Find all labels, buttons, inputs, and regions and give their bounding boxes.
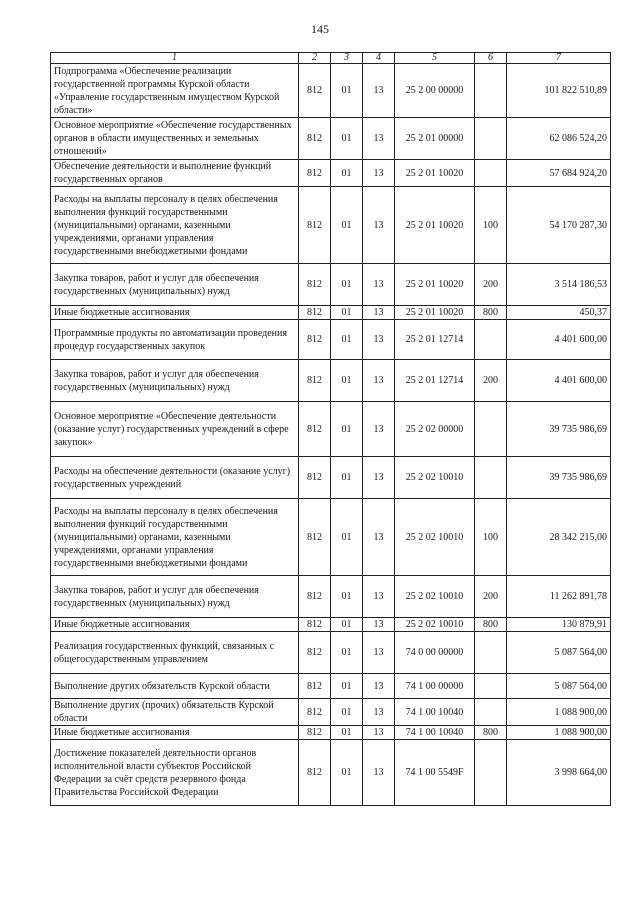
cell-admin-code: 812 xyxy=(299,64,331,118)
table-row xyxy=(51,740,611,806)
cell-name: Расходы на выплаты персоналу в целях обеспечения выполнения функций государственными (муниципальными) органами, казенными учреждениями, органами управления государственными внебюджетными фондами xyxy=(51,499,299,576)
cell-name: Закупка товаров, работ и услуг для обеспечения государственных (муниципальных) нужд xyxy=(51,264,299,306)
table-row xyxy=(51,618,611,632)
cell-subsection: 13 xyxy=(363,699,395,726)
cell-amount: 28 342 215,00 xyxy=(507,499,611,576)
header-col-4: 4 xyxy=(363,53,395,64)
cell-expense-type xyxy=(475,674,507,699)
cell-target-article: 74 1 00 5549F xyxy=(395,740,475,806)
cell-target-article: 25 2 01 10020 xyxy=(395,187,475,264)
cell-section: 01 xyxy=(331,618,363,632)
table-row xyxy=(51,726,611,740)
cell-expense-type xyxy=(475,402,507,457)
cell-amount: 5 087 564,00 xyxy=(507,674,611,699)
cell-admin-code: 812 xyxy=(299,457,331,499)
table-row xyxy=(51,674,611,699)
cell-expense-type: 100 xyxy=(475,499,507,576)
cell-name: Закупка товаров, работ и услуг для обеспечения государственных (муниципальных) нужд xyxy=(51,360,299,402)
cell-expense-type xyxy=(475,632,507,674)
cell-admin-code: 812 xyxy=(299,576,331,618)
cell-admin-code: 812 xyxy=(299,306,331,320)
table-row xyxy=(51,160,611,187)
cell-subsection: 13 xyxy=(363,740,395,806)
cell-target-article: 25 2 02 10010 xyxy=(395,457,475,499)
cell-subsection: 13 xyxy=(363,264,395,306)
cell-admin-code: 812 xyxy=(299,320,331,360)
cell-name: Реализация государственных функций, связанных с общегосударственным управлением xyxy=(51,632,299,674)
table-row xyxy=(51,457,611,499)
cell-section: 01 xyxy=(331,306,363,320)
cell-subsection: 13 xyxy=(363,674,395,699)
cell-subsection: 13 xyxy=(363,632,395,674)
cell-name: Расходы на обеспечение деятельности (оказание услуг) государственных учреждений xyxy=(51,457,299,499)
cell-admin-code: 812 xyxy=(299,264,331,306)
table-row xyxy=(51,699,611,726)
cell-section: 01 xyxy=(331,360,363,402)
table-row xyxy=(51,264,611,306)
cell-amount: 450,37 xyxy=(507,306,611,320)
cell-name: Закупка товаров, работ и услуг для обеспечения государственных (муниципальных) нужд xyxy=(51,576,299,618)
cell-target-article: 25 2 00 00000 xyxy=(395,64,475,118)
cell-target-article: 74 0 00 00000 xyxy=(395,632,475,674)
cell-subsection: 13 xyxy=(363,457,395,499)
cell-subsection: 13 xyxy=(363,499,395,576)
cell-name: Иные бюджетные ассигнования xyxy=(51,306,299,320)
cell-amount: 1 088 900,00 xyxy=(507,726,611,740)
cell-name: Выполнение других обязательств Курской области xyxy=(51,674,299,699)
table-row xyxy=(51,118,611,160)
cell-target-article: 25 2 02 10010 xyxy=(395,499,475,576)
budget-table xyxy=(50,52,611,806)
cell-amount: 39 735 986,69 xyxy=(507,457,611,499)
cell-target-article: 74 1 00 10040 xyxy=(395,699,475,726)
cell-section: 01 xyxy=(331,457,363,499)
cell-expense-type xyxy=(475,740,507,806)
cell-target-article: 25 2 01 10020 xyxy=(395,306,475,320)
cell-admin-code: 812 xyxy=(299,674,331,699)
cell-subsection: 13 xyxy=(363,360,395,402)
cell-name: Подпрограмма «Обеспечение реализации государственной программы Курской области «Управление государственным имуществом Курской области» xyxy=(51,64,299,118)
cell-amount: 4 401 600,00 xyxy=(507,360,611,402)
cell-amount: 39 735 986,69 xyxy=(507,402,611,457)
cell-subsection: 13 xyxy=(363,618,395,632)
cell-expense-type xyxy=(475,320,507,360)
header-col-6: 6 xyxy=(475,53,507,64)
cell-admin-code: 812 xyxy=(299,118,331,160)
table-row xyxy=(51,499,611,576)
cell-target-article: 25 2 01 10020 xyxy=(395,160,475,187)
cell-name: Обеспечение деятельности и выполнение функций государственных органов xyxy=(51,160,299,187)
cell-amount: 5 087 564,00 xyxy=(507,632,611,674)
cell-admin-code: 812 xyxy=(299,402,331,457)
cell-expense-type xyxy=(475,160,507,187)
cell-section: 01 xyxy=(331,187,363,264)
table-row xyxy=(51,360,611,402)
table-row xyxy=(51,64,611,118)
cell-admin-code: 812 xyxy=(299,187,331,264)
cell-name: Расходы на выплаты персоналу в целях обеспечения выполнения функций государственными (муниципальными) органами, казенными учреждениями, органами управления государственными внебюджетными фондами xyxy=(51,187,299,264)
cell-admin-code: 812 xyxy=(299,699,331,726)
cell-name: Основное мероприятие «Обеспечение деятельности (оказание услуг) государственных учреждений в сфере закупок» xyxy=(51,402,299,457)
cell-subsection: 13 xyxy=(363,118,395,160)
cell-admin-code: 812 xyxy=(299,499,331,576)
cell-target-article: 25 2 01 00000 xyxy=(395,118,475,160)
cell-target-article: 74 1 00 00000 xyxy=(395,674,475,699)
cell-amount: 57 684 924,20 xyxy=(507,160,611,187)
cell-amount: 3 998 664,00 xyxy=(507,740,611,806)
header-col-1: 1 xyxy=(51,53,299,64)
table-header-row xyxy=(51,53,611,64)
cell-amount: 54 170 287,30 xyxy=(507,187,611,264)
cell-section: 01 xyxy=(331,64,363,118)
cell-expense-type: 200 xyxy=(475,360,507,402)
cell-target-article: 25 2 02 00000 xyxy=(395,402,475,457)
cell-section: 01 xyxy=(331,402,363,457)
cell-section: 01 xyxy=(331,118,363,160)
cell-target-article: 25 2 02 10010 xyxy=(395,618,475,632)
cell-name: Выполнение других (прочих) обязательств Курской области xyxy=(51,699,299,726)
page-number: 145 xyxy=(311,22,329,36)
cell-name: Иные бюджетные ассигнования xyxy=(51,618,299,632)
cell-section: 01 xyxy=(331,699,363,726)
cell-subsection: 13 xyxy=(363,402,395,457)
cell-section: 01 xyxy=(331,499,363,576)
cell-subsection: 13 xyxy=(363,576,395,618)
cell-target-article: 25 2 01 12714 xyxy=(395,360,475,402)
table-row xyxy=(51,320,611,360)
header-col-3: 3 xyxy=(331,53,363,64)
cell-amount: 1 088 900,00 xyxy=(507,699,611,726)
table-row xyxy=(51,187,611,264)
cell-subsection: 13 xyxy=(363,64,395,118)
cell-subsection: 13 xyxy=(363,306,395,320)
cell-admin-code: 812 xyxy=(299,632,331,674)
cell-name: Иные бюджетные ассигнования xyxy=(51,726,299,740)
cell-expense-type: 800 xyxy=(475,306,507,320)
cell-section: 01 xyxy=(331,320,363,360)
cell-expense-type xyxy=(475,64,507,118)
cell-subsection: 13 xyxy=(363,187,395,264)
cell-admin-code: 812 xyxy=(299,740,331,806)
cell-subsection: 13 xyxy=(363,726,395,740)
cell-name: Достижение показателей деятельности органов исполнительной власти субъектов Российской Федерации за счёт средств резервного фонда Правительства Российской Федерации xyxy=(51,740,299,806)
cell-section: 01 xyxy=(331,726,363,740)
cell-subsection: 13 xyxy=(363,320,395,360)
cell-amount: 101 822 510,89 xyxy=(507,64,611,118)
cell-expense-type xyxy=(475,457,507,499)
cell-expense-type: 200 xyxy=(475,264,507,306)
cell-amount: 130 879,91 xyxy=(507,618,611,632)
cell-subsection: 13 xyxy=(363,160,395,187)
cell-expense-type xyxy=(475,699,507,726)
cell-amount: 4 401 600,00 xyxy=(507,320,611,360)
cell-target-article: 25 2 02 10010 xyxy=(395,576,475,618)
cell-section: 01 xyxy=(331,740,363,806)
cell-amount: 3 514 186,53 xyxy=(507,264,611,306)
cell-admin-code: 812 xyxy=(299,726,331,740)
table-row xyxy=(51,632,611,674)
header-col-2: 2 xyxy=(299,53,331,64)
cell-section: 01 xyxy=(331,264,363,306)
cell-name: Основное мероприятие «Обеспечение государственных органов в области имущественных и земельных отношений» xyxy=(51,118,299,160)
cell-name: Программные продукты по автоматизации проведения процедур государственных закупок xyxy=(51,320,299,360)
cell-admin-code: 812 xyxy=(299,360,331,402)
cell-admin-code: 812 xyxy=(299,618,331,632)
cell-section: 01 xyxy=(331,160,363,187)
table-row xyxy=(51,306,611,320)
cell-expense-type xyxy=(475,118,507,160)
cell-admin-code: 812 xyxy=(299,160,331,187)
cell-target-article: 74 1 00 10040 xyxy=(395,726,475,740)
cell-amount: 62 086 524,20 xyxy=(507,118,611,160)
cell-section: 01 xyxy=(331,576,363,618)
cell-section: 01 xyxy=(331,632,363,674)
header-col-5: 5 xyxy=(395,53,475,64)
cell-expense-type: 800 xyxy=(475,618,507,632)
cell-section: 01 xyxy=(331,674,363,699)
table-row xyxy=(51,576,611,618)
table-row xyxy=(51,402,611,457)
cell-amount: 11 262 891,78 xyxy=(507,576,611,618)
cell-expense-type: 800 xyxy=(475,726,507,740)
cell-expense-type: 100 xyxy=(475,187,507,264)
cell-target-article: 25 2 01 10020 xyxy=(395,264,475,306)
cell-target-article: 25 2 01 12714 xyxy=(395,320,475,360)
header-col-7: 7 xyxy=(507,53,611,64)
cell-expense-type: 200 xyxy=(475,576,507,618)
